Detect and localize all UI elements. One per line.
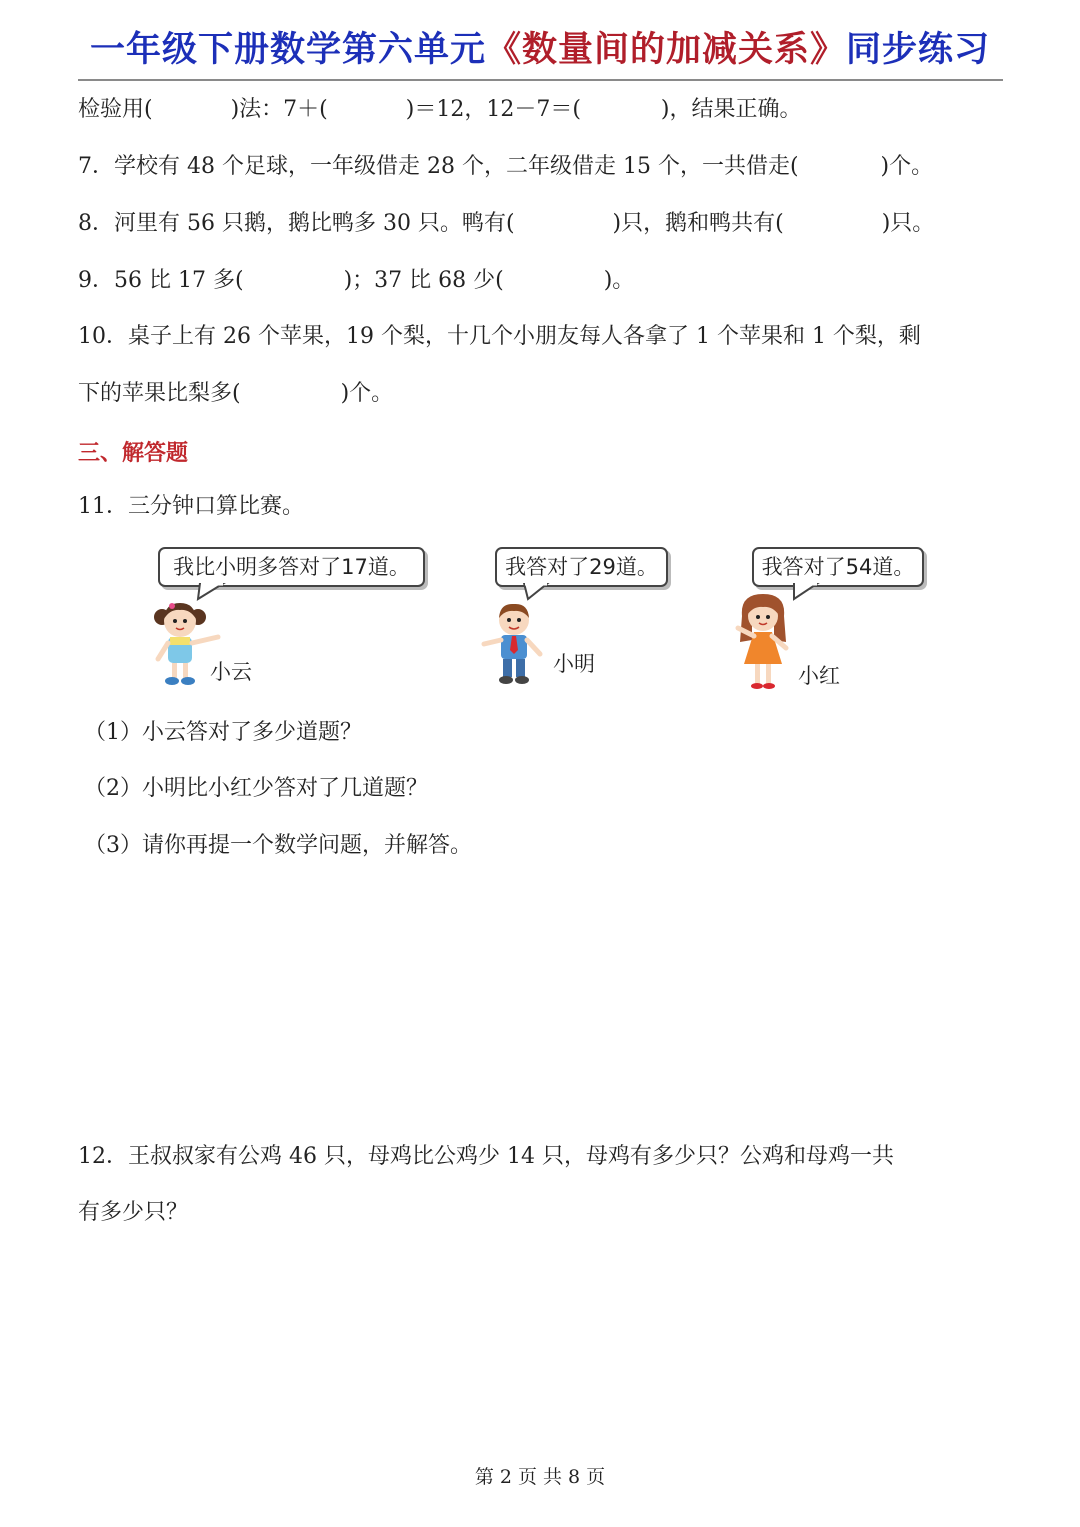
title-practice: 同步练习 xyxy=(846,30,991,70)
question-7 xyxy=(78,152,933,182)
speech-bubble-xiaohong: 我答对了54道。 xyxy=(752,547,924,587)
text-segment: )＝12，12－7＝( xyxy=(405,97,581,122)
bubble-tail-icon xyxy=(520,583,560,601)
question-12-line1: 12．王叔叔家有公鸡 46 只，母鸡比公鸡少 14 只，母鸡有多少只？公鸡和母鸡一共 xyxy=(78,1144,894,1169)
text-segment: )。 xyxy=(603,268,635,293)
text-segment: 检验用( xyxy=(78,97,153,122)
name-label-xiaohong: 小红 xyxy=(798,664,840,688)
text-segment: )，结果正确。 xyxy=(660,97,802,122)
title-grade: 一年级下册数学第六单元 xyxy=(89,30,486,70)
question-10-line1: 10．桌子上有 26 个苹果，19 个梨，十几个小朋友每人各拿了 1 个苹果和 1 个梨，剩 xyxy=(78,324,921,349)
text-segment: )个。 xyxy=(880,154,934,179)
name-label-xiaoming: 小明 xyxy=(553,652,595,676)
question-11-sub2: （2）小明比小红少答对了几道题？ xyxy=(84,776,428,801)
question-11-stem: 11．三分钟口算比赛。 xyxy=(78,494,304,519)
question-11-sub1: （1）小云答对了多少道题？ xyxy=(84,720,362,745)
question-9 xyxy=(78,266,634,296)
text-segment: )；37 比 68 少( xyxy=(343,268,504,293)
check-line xyxy=(78,95,802,125)
text-segment: )法：7＋( xyxy=(230,97,328,122)
question-10-line2 xyxy=(78,379,393,409)
boy-xiaoming-icon xyxy=(478,600,550,688)
speech-bubble-xiaoyun: 我比小明多答对了17道。 xyxy=(158,547,425,587)
question-11-sub3: （3）请你再提一个数学问题，并解答。 xyxy=(84,833,472,858)
worksheet-title xyxy=(0,22,1080,72)
page-number: 第 2 页 共 8 页 xyxy=(474,1466,606,1488)
title-unit: 《数量间的加减关系》 xyxy=(485,30,846,70)
girl-xiaohong-icon xyxy=(728,590,798,692)
text-segment: 7．学校有 48 个足球，一年级借走 28 个，二年级借走 15 个，一共借走( xyxy=(78,154,799,179)
speech-bubble-xiaoming: 我答对了29道。 xyxy=(495,547,668,587)
text-segment: 下的苹果比梨多( xyxy=(78,381,241,406)
section-heading: 三、解答题 xyxy=(78,441,189,466)
question-8 xyxy=(78,209,934,239)
question-12-line2: 有多少只？ xyxy=(78,1200,189,1225)
text-segment: 8．河里有 56 只鹅，鹅比鸭多 30 只。鸭有( xyxy=(78,211,515,236)
text-segment: 9．56 比 17 多( xyxy=(78,268,244,293)
name-label-xiaoyun: 小云 xyxy=(210,660,252,684)
text-segment: )个。 xyxy=(340,381,394,406)
text-segment: )只，鹅和鸭共有( xyxy=(612,211,784,236)
text-segment: )只。 xyxy=(881,211,935,236)
title-divider xyxy=(78,79,1003,81)
